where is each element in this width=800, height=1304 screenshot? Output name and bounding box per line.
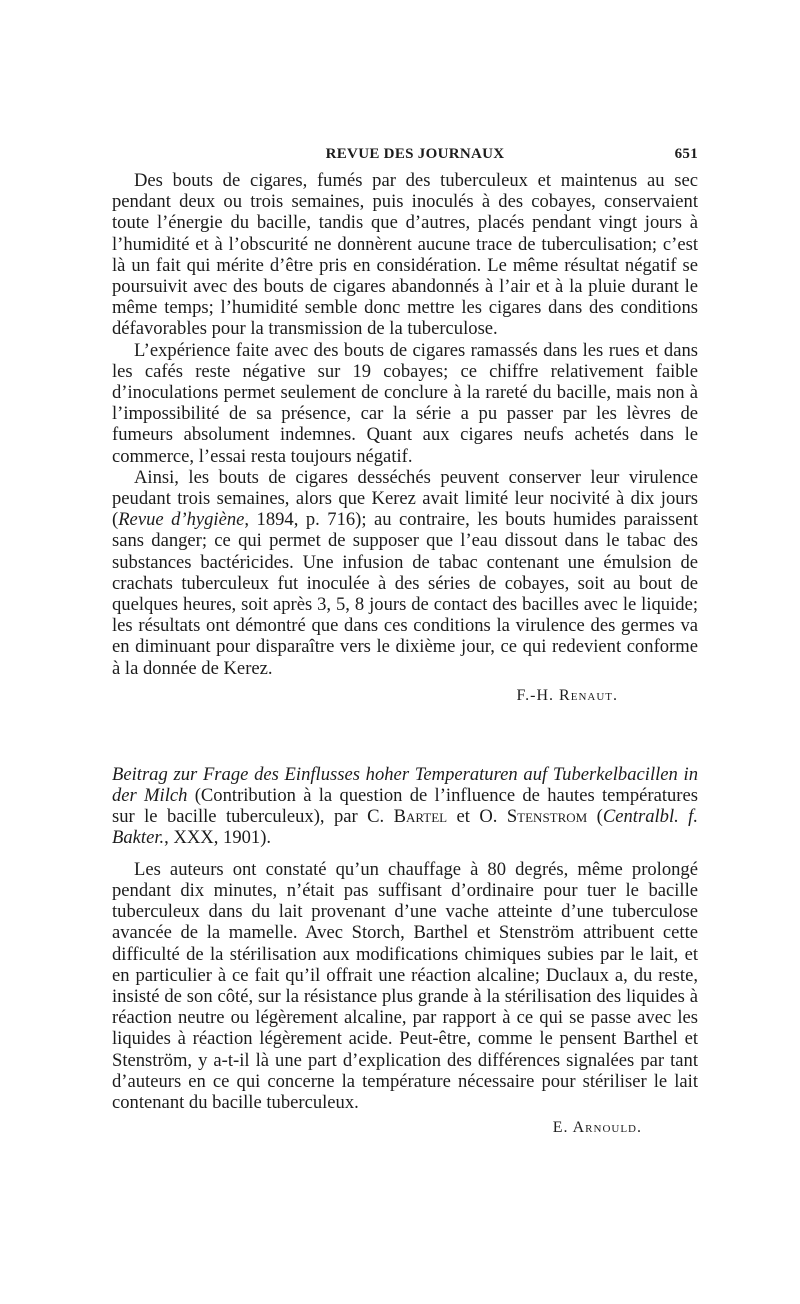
journal-section-title: REVUE DES JOURNAUX: [325, 146, 505, 162]
source-journal: Centralbl. f. Bakter.: [112, 806, 698, 849]
running-header: [112, 146, 698, 170]
paragraph-2: L’expérience faite avec des bouts de cigares ramassés dans les rues et dans les cafés reste négative sur 19 cobayes; ce chiffre relativement faible d’inoculations permet seulement de conclure à la rareté du bacille, mais non à l’impossibilité de sa présence, car la série a pu passer par les lèvres de fumeurs absolument indemnes. Quant aux cigares neufs achetés dans le commerce, l’essai resta toujours négatif.: [112, 339, 698, 467]
signature-renaut: F.-H. Renaut.: [516, 686, 618, 704]
author-stenstrom: O. Stenstrom: [479, 806, 588, 828]
article-citation: Beitrag zur Frage des Einflusses hoher Temperaturen auf Tuberkelbacillen in der Milch (Contribution à la question de l’influence de hautes températures sur le bacille tuberculeux), par C. Bartel et O. Stenstrom (Centralbl. f. Bakter., XXX, 1901).: [112, 763, 698, 849]
article-title: Beitrag zur Frage des Einflusses hoher Temperaturen auf Tuberkelbacillen in der Milch: [112, 763, 698, 807]
paragraph-3-rest: , 1894, p. 716); au contraire, les bouts humides paraissent sans danger; ce qui permet de supposer que l’eau dissout dans le tabac des substances bactéricides. Une infusion de tabac contenant une émulsion de crachats tuberculeux fut inoculée à des séries de cobayes, soit au bout de quelques heures, soit après 3, 5, 8 jours de contact des bacilles avec le liquide; les résultats ont démontré que dans ces conditions la virulence des germes va en diminuant pour disparaître vers le dixième jour, ce qui redevient conforme à la donnée de Kerez.: [112, 509, 698, 679]
author-bartel: C. Bartel: [367, 806, 448, 828]
signature-arnould: E. Arnould.: [552, 1119, 642, 1137]
paragraph-3: [112, 467, 698, 679]
paragraph-1: Des bouts de cigares, fumés par des tuberculeux et maintenus au sec pendant deux ou trois semaines, puis inoculés à des cobayes, conservaient toute l’énergie du bacille, tandis que d’autres, placés pendant vingt jours à l’humidité et à l’obscurité ne donnèrent aucune trace de tuberculisation; c’est là un fait qui mérite d’être pris en considération. Le même résultat négatif se poursuivit avec des bouts de cigares abandonnés à l’air et à la pluie durant le même temps; l’humidité semble donc mettre les cigares dans des conditions défavorables pour la transmission de la tuberculose.: [112, 170, 698, 340]
article-2: [112, 764, 698, 1138]
paragraph-3-start: Ainsi, les bouts de cigares desséchés peuvent conserver leur virulence peudant trois semaines, alors que Kerez avait limité leur nocivité à dix jours (: [112, 466, 698, 531]
article-title-translation: (Contribution à la question de l’influence de hautes températures sur le bacille tuberculeux), par: [112, 785, 698, 828]
page-number: 651: [674, 146, 698, 162]
paragraph-4: Les auteurs ont constaté qu’un chauffage à 80 degrés, même prolongé pendant dix minutes, n’était pas suffisant d’ordinaire pour tuer le bacille tuberculeux dans du lait provenant d’une vache atteinte d’une tuberculose avancée de la mamelle. Avec Storch, Barthel et Stenström attribuent cette difficulté de la stérilisation aux modifications chimiques subies par le lait, et en particulier à ce fait qu’il offrait une réaction alcaline; Duclaux a, du reste, insisté de son côté, sur la résistance plus grande à la stérilisation des liquides à réaction neutre ou légèrement alcaline, par rapport à ce qui se passe avec les liquides à réaction légèrement acide. Peut-être, comme le pensent Barthel et Stenström, y a-t-il là une part d’explication des différences signalées par tant d’auteurs en ce qui concerne la température nécessaire pour stériliser le lait contenant du bacille tuberculeux.: [112, 858, 698, 1113]
article-1: [112, 170, 698, 706]
page: [112, 146, 698, 1138]
source-volume: , XXX, 1901).: [164, 827, 272, 849]
journal-reference: Revue d’hygiène: [118, 509, 245, 531]
